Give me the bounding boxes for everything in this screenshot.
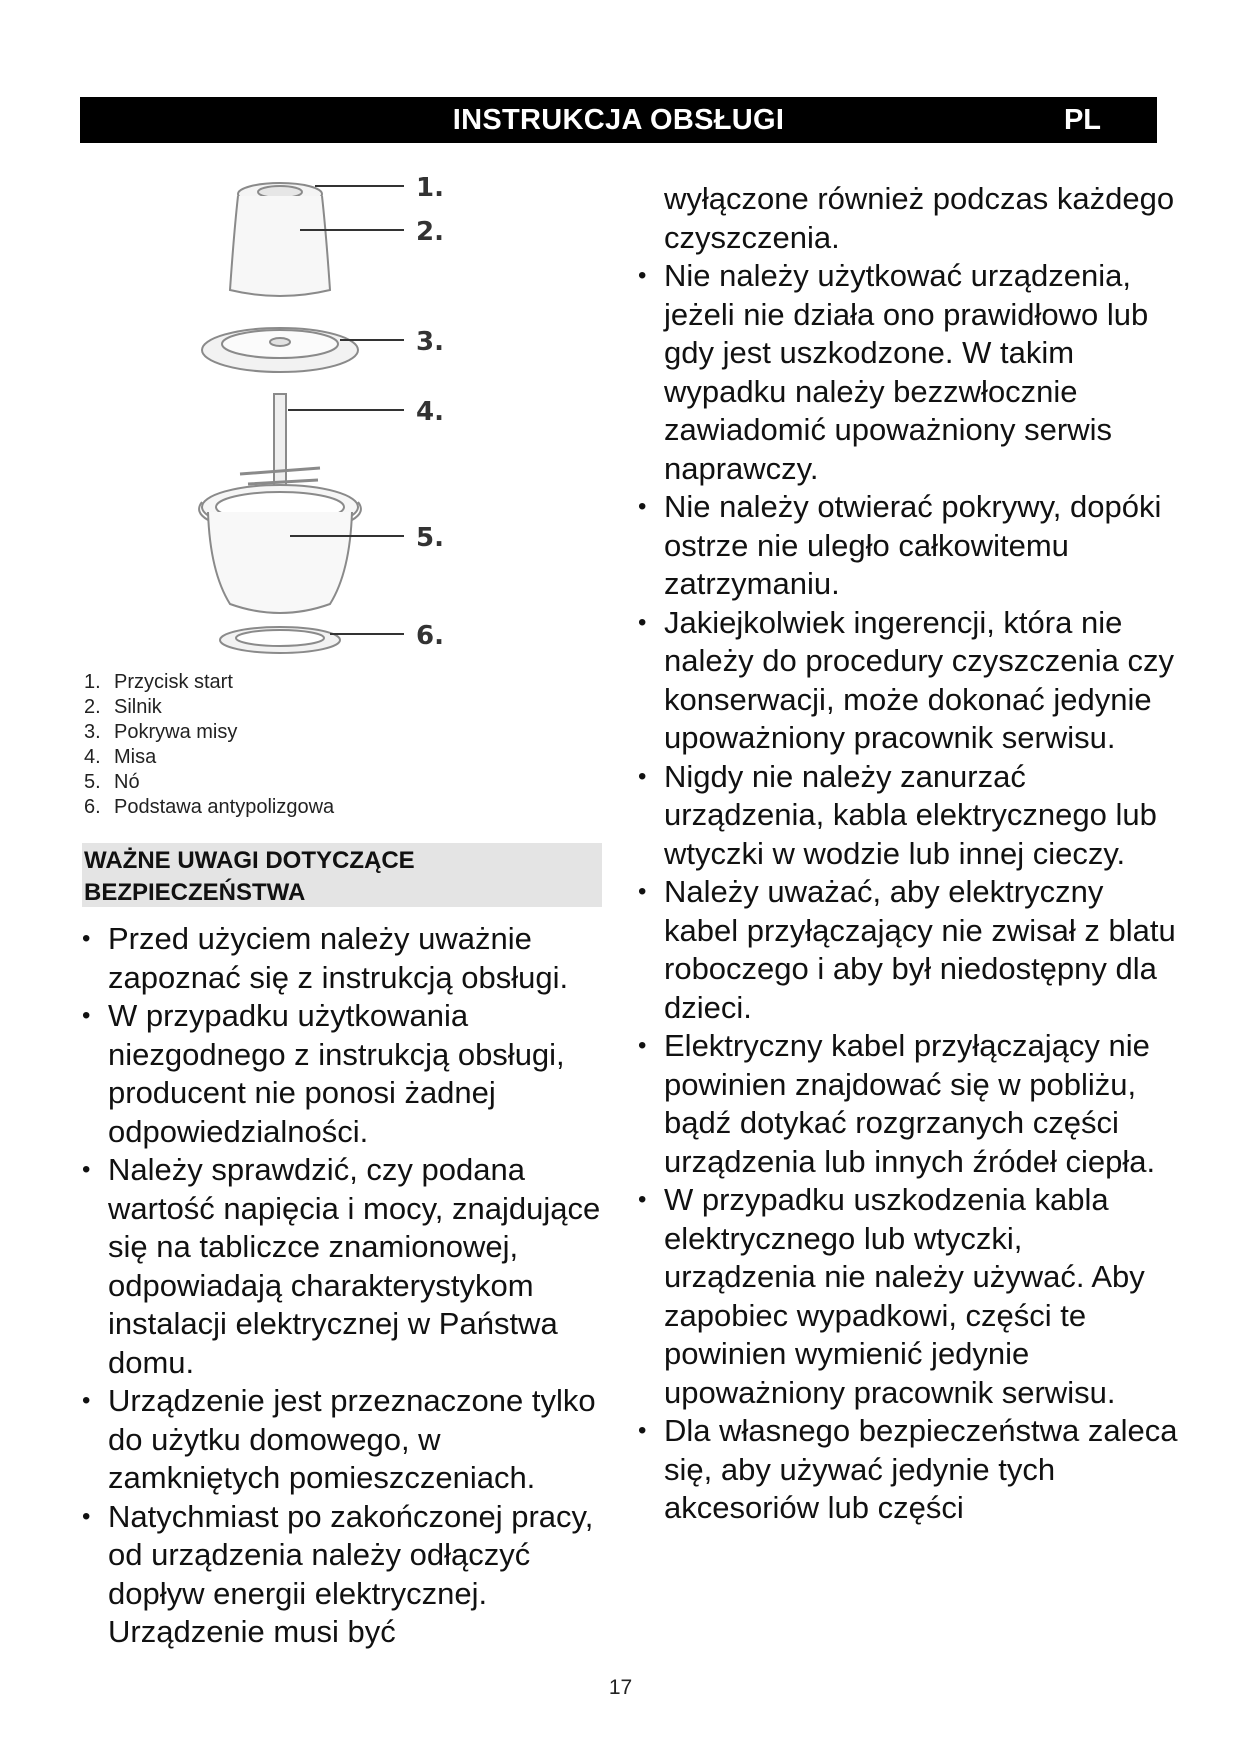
callout-3: 3. [416, 327, 444, 357]
chopper-exploded-diagram [190, 172, 480, 672]
callout-1: 1. [416, 173, 444, 203]
bowl-shape [208, 512, 352, 613]
safety-item: • Nigdy nie należy zanurzać urządzenia, kabla elektrycznego lub wtyczki w wodzie lub innej cieczy. [636, 758, 1181, 874]
list-item [84, 695, 334, 720]
parts-list [84, 670, 334, 820]
safety-item: • Dla własnego bezpieczeństwa zaleca się, aby używać jedynie tych akcesoriów lub części [636, 1412, 1181, 1528]
part-label: Pokrywa misy [114, 721, 238, 743]
list-item [84, 770, 334, 795]
safety-item: • Urządzenie jest przeznaczone tylko do użytku domowego, w zamkniętych pomieszczeniach. [80, 1382, 620, 1498]
part-number: 2. [84, 696, 101, 718]
safety-list-left [80, 920, 620, 1652]
part-label: Przycisk start [114, 671, 233, 693]
part-number: 6. [84, 796, 101, 818]
callout-6: 6. [416, 621, 444, 651]
callout-5: 5. [416, 523, 444, 553]
part-number: 5. [84, 771, 101, 793]
part-label: Podstawa antypolizgowa [114, 796, 335, 818]
header-bar [80, 97, 1157, 143]
safety-item: • Jakiejkolwiek ingerencji, która nie należy do procedury czyszczenia czy konserwacji, może dokonać jedynie upoważniony pracownik serwisu. [636, 604, 1181, 758]
language-code: PL [1063, 104, 1101, 136]
part-number: 3. [84, 721, 101, 743]
part-label: Silnik [114, 696, 162, 718]
list-item [84, 795, 334, 820]
safety-item: • Elektryczny kabel przyłączający nie powinien znajdować się w pobliżu, bądź dotykać rozgrzanych części urządzenia lub innych źródeł ciepła. [636, 1027, 1181, 1181]
safety-item: • Należy uważać, aby elektryczny kabel przyłączający nie zwisał z blatu roboczego i aby był niedostępny dla dzieci. [636, 873, 1181, 1027]
part-number: 1. [84, 671, 101, 693]
motor-housing-shape [230, 196, 330, 296]
safety-list-right [636, 180, 1181, 1528]
safety-section-heading [82, 843, 602, 907]
part-label: Misa [114, 746, 157, 768]
part-label: Nó [114, 771, 140, 793]
safety-item: • Natychmiast po zakończonej pracy, od urządzenia należy odłączyć dopływ energii elektrycznej. Urządzenie musi być [80, 1498, 620, 1652]
safety-item: • Nie należy otwierać pokrywy, dopóki ostrze nie uległo całkowitemu zatrzymaniu. [636, 488, 1181, 604]
list-item [84, 670, 334, 695]
safety-item: • W przypadku użytkowania niezgodnego z instrukcją obsługi, producent nie ponosi żadnej odpowiedzialności. [80, 997, 620, 1151]
safety-item: • W przypadku uszkodzenia kabla elektrycznego lub wtyczki, urządzenia nie należy używać. Aby zapobiec wypadkowi, części te powinien wymienić jedynie upoważniony pracownik serwisu. [636, 1181, 1181, 1412]
page-number: 17 [608, 1676, 633, 1699]
part-number: 4. [84, 746, 101, 768]
safety-item: • Nie należy użytkować urządzenia, jeżeli nie działa ono prawidłowo lub gdy jest uszkodzone. W takim wypadku należy bezzwłocznie zawiadomić upoważniony serwis naprawczy. [636, 257, 1181, 488]
safety-item: • Należy sprawdzić, czy podana wartość napięcia i mocy, znajdujące się na tabliczce znamionowej, odpowiadają charakterystykom instalacji elektrycznej w Państwa domu. [80, 1151, 620, 1382]
safety-item-continuation: wyłączone również podczas każdego czyszczenia. [664, 181, 1175, 255]
list-item [84, 720, 334, 745]
callout-2: 2. [416, 217, 444, 247]
safety-heading-line-2: BEZPIECZEŃSTWA [84, 879, 306, 906]
safety-heading-line-1: WAŻNE UWAGI DOTYCZĄCE [84, 847, 415, 874]
safety-item: • Przed użyciem należy uważnie zapoznać się z instrukcją obsługi. [80, 920, 620, 997]
page-title: INSTRUKCJA OBSŁUGI [452, 104, 785, 136]
list-item [84, 745, 334, 770]
callout-4: 4. [416, 397, 444, 427]
